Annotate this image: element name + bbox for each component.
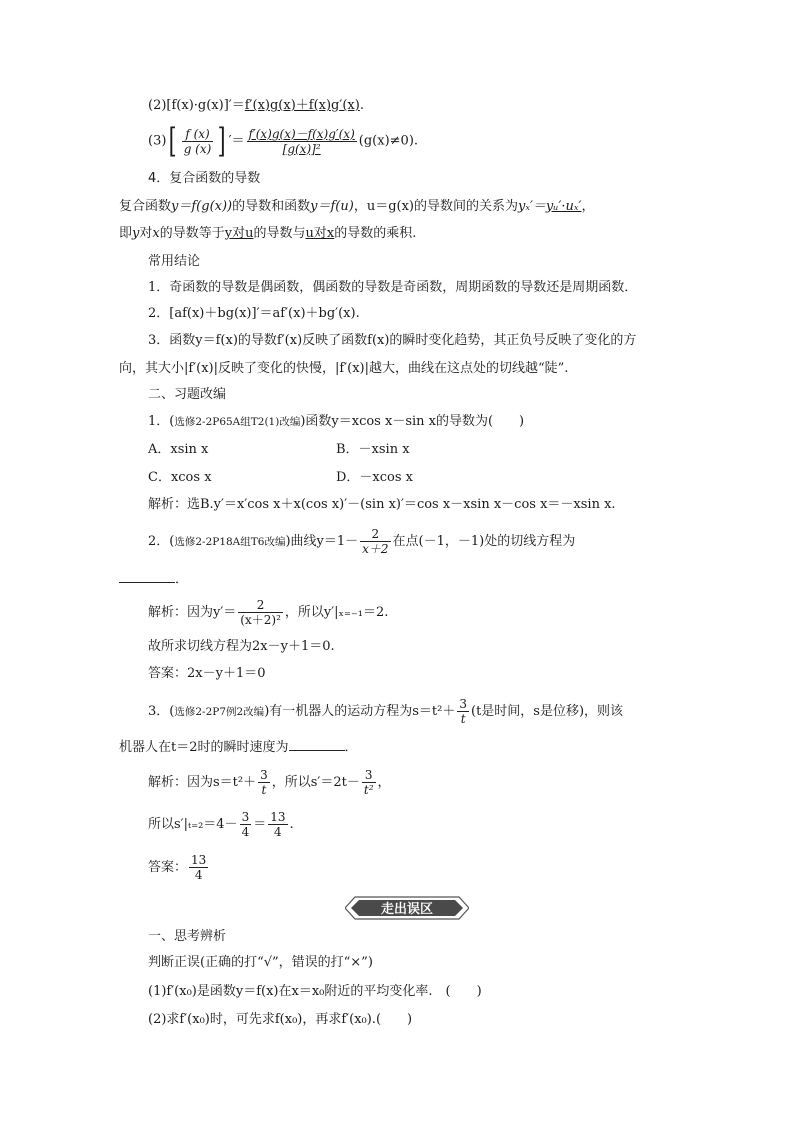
q2-end: ．: [175, 572, 189, 587]
q3-sol-a: 解析：因为s＝t²＋: [148, 775, 257, 790]
s4l2-c: 对: [139, 226, 153, 241]
q2-frac-num: 2: [360, 527, 390, 542]
q2-solution: [148, 596, 388, 630]
q2-frac-den: x＋2: [362, 542, 389, 556]
s4l2-g: 的导数的乘积.: [334, 226, 417, 241]
s4l2-f: 的导数与: [253, 226, 306, 241]
common-item-2: 2．[af(x)＋bg(x)]′＝af′(x)＋bg′(x).: [148, 306, 360, 321]
q3-answer-num: 13: [191, 853, 207, 867]
q2-sol-den: (x＋2)²: [240, 613, 281, 627]
common-item-3b: 向，其大小|f′(x)|反映了变化的快慢，|f′(x)|越大，曲线在这点处的切线越“陡”.: [119, 361, 569, 376]
q3-fraction: [457, 697, 469, 726]
thinking-heading: 一、思考辨析: [148, 929, 227, 944]
s4-text-b: y＝f(g(x)): [171, 199, 233, 214]
q3-sol-f1-num: 3: [260, 768, 268, 782]
banner-frame: [345, 896, 469, 920]
s4-answer: yᵤ′·uₓ′: [545, 199, 582, 214]
s4l2-d: x: [152, 226, 160, 241]
rule-product-end: .: [359, 98, 364, 113]
q1-option-a: A．xsin x: [148, 442, 209, 457]
quotient-fraction: [182, 127, 214, 156]
q3-sol-frac1: [258, 768, 270, 797]
thinking-instruction: 判断正误(正确的打“√”，错误的打“×”): [148, 955, 373, 970]
banner-label: 走出误区: [380, 902, 434, 917]
q1-solution: 解析：选B.y′＝x′cos x＋x(cos x)′－(sin x)′＝cos x－xsin x－cos x＝－xsin x.: [148, 497, 616, 512]
q2-blank-line: [119, 568, 188, 589]
q3-stem-2: [119, 736, 358, 757]
q3-answer-fraction: [189, 853, 208, 882]
thinking-item-2: (2)求f′(x₀)时，可先求f(x₀)，再求f′(x₀).( ): [148, 1012, 413, 1027]
q3-sol-b: ，所以s′＝2t－: [271, 775, 360, 790]
q3-sol-f2-den: t²: [363, 783, 374, 797]
rule-product-answer: f′(x)g(x)＋f(x)g′(x): [244, 98, 360, 113]
q3-sol2-f1-num: 3: [241, 810, 250, 824]
quotient-den: g (x): [183, 141, 212, 156]
q2-source: 选修2-2P18A组T6改编: [174, 536, 286, 548]
q3-sol2-frac2: [268, 810, 287, 839]
q3-source: 选修2-2P7例2改编: [174, 706, 265, 718]
q3-sol2-a: 所以s′|ₜ₌₂＝4－: [148, 817, 238, 832]
exercises-heading: 二、习题改编: [148, 387, 227, 402]
q2-answer: 答案：2x－y＋1＝0: [148, 666, 266, 681]
bracket-right: ]: [217, 121, 226, 161]
q3-sol2-f2-den: 4: [274, 825, 282, 839]
s4-text-f: yₓ′＝: [518, 199, 546, 214]
s4-text-a: 复合函数: [119, 199, 172, 214]
common-heading: 常用结论: [148, 254, 201, 269]
section4-line1: [119, 198, 595, 216]
q2-sol-a: 解析：因为y′＝: [148, 605, 237, 620]
s4l2-answer1: y对u: [224, 226, 254, 241]
rule-product-prefix: (2)[f(x)·g(x)]′＝: [148, 98, 245, 113]
s4l2-answer2: u对x: [305, 226, 335, 241]
rule-product: [148, 97, 364, 115]
q1-num: 1．(: [148, 414, 175, 429]
s4l2-e: 的导数等于: [159, 226, 225, 241]
s4l2-a: 即: [119, 226, 133, 241]
q2-stem: [148, 525, 575, 559]
q1-stem: [148, 413, 524, 431]
q1-source: 选修2-2P65A组T2(1)改编: [174, 416, 301, 428]
q3-answer-label: 答案：: [148, 860, 188, 875]
s4-text-e: ，u＝g(x)的导数间的关系为: [353, 199, 518, 214]
q2-sol-num: 2: [238, 598, 283, 613]
q3-frac-den: t: [460, 712, 466, 726]
q3-solution: [148, 766, 391, 800]
q3-sol-f1-den: t: [261, 783, 267, 797]
q2-sol-fraction: [238, 598, 283, 627]
s4l2-b: y: [132, 226, 140, 241]
q3-text-b: (t是时间，s是位移)，则该: [471, 704, 624, 719]
q2-text-b: 在点(－1，－1)处的切线方程为: [392, 534, 576, 549]
q1-option-d: D．－xcos x: [336, 470, 413, 485]
q3-solution-2: [148, 808, 294, 842]
section-banner: [345, 896, 469, 920]
common-item-3a: 3．函数y＝f(x)的导数f′(x)反映了函数f(x)的瞬时变化趋势，其正负号反映了变化的方: [148, 333, 637, 348]
q3-num: 3．(: [148, 704, 175, 719]
rule-quotient: [148, 121, 419, 161]
bracket-left: [: [169, 121, 178, 161]
quotient-answer: [247, 127, 357, 156]
quotient-prime: ′＝: [228, 133, 245, 149]
quotient-num: f (x): [182, 127, 214, 142]
q3-sol2-f2-num: 13: [270, 810, 286, 824]
q1-option-b: B．－xsin x: [336, 442, 410, 457]
s4-text-g: ，: [581, 199, 595, 214]
q2-blank: [119, 568, 175, 583]
q3-sol-f2-num: 3: [362, 768, 376, 783]
q3-sol-c: ，: [377, 775, 391, 790]
q3-sol2-f1-den: 4: [241, 825, 250, 839]
s4-text-d: y＝f(u): [310, 199, 354, 214]
q1-option-c: C．xcos x: [148, 470, 212, 485]
q3-text-c: 机器人在t＝2时的瞬时速度为: [119, 740, 289, 755]
section4-line2: [119, 225, 416, 243]
quotient-answer-den: [g(x)]²: [282, 141, 321, 156]
q3-sol2-b: ＝: [253, 817, 267, 832]
q2-solution-2: 故所求切线方程为2x－y＋1＝0.: [148, 639, 335, 654]
q3-stem: [148, 695, 623, 729]
section4-heading: 4．复合函数的导数: [148, 171, 261, 186]
q3-text-a: )有一机器人的运动方程为s＝t²＋: [264, 704, 456, 719]
thinking-item-1: (1)f′(x₀)是函数y＝f(x)在x＝x₀附近的平均变化率. ( ): [148, 984, 482, 999]
q2-sol-b: ，所以y′|ₓ₌₋₁＝2.: [284, 605, 389, 620]
q3-end: ．: [344, 740, 358, 755]
q2-fraction: [360, 527, 390, 556]
s4-text-c: 的导数和函数: [232, 199, 311, 214]
q3-blank: [289, 736, 345, 751]
q3-sol2-frac1: [240, 810, 252, 839]
quotient-condition: (g(x)≠0).: [358, 133, 419, 149]
q3-sol-frac2: [362, 768, 376, 797]
quotient-answer-num: f′(x)g(x)－f(x)g′(x): [248, 126, 355, 141]
q3-frac-num: 3: [459, 697, 468, 711]
q3-answer: [148, 851, 210, 885]
rule-quotient-prefix: (3): [148, 133, 167, 149]
q1-text: )函数y＝xcos x－sin x的导数为( ): [300, 414, 525, 429]
q2-num: 2．(: [148, 534, 175, 549]
common-item-1: 1．奇函数的导数是偶函数，偶函数的导数是奇函数，周期函数的导数还是周期函数．: [148, 280, 638, 295]
q3-answer-den: 4: [194, 868, 203, 882]
q3-sol2-c: .: [289, 817, 294, 832]
q2-text-a: )曲线y＝1－: [285, 534, 359, 549]
